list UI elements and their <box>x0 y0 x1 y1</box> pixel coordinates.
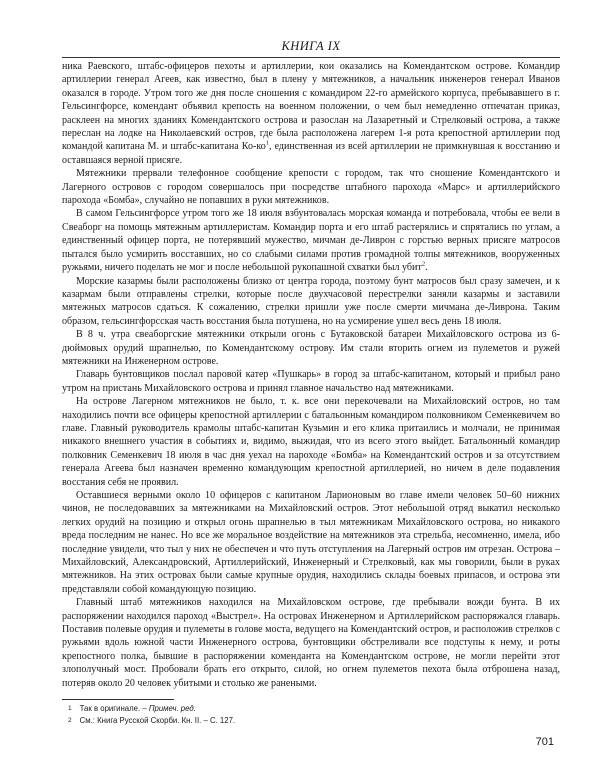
paragraph <box>62 60 560 167</box>
paragraph: Оставшиеся верными около 10 офицеров с капитаном Ларионовым во главе имели человек 50–60 нижних чинов, не последовавших за мятежниками на Михайловский остров. Этот небольшой отряд выкатил несколько легких орудий на позицию и открыл огонь шрапнелью в тыл мятежникам Михайловского острова, но никакого вреда последним не нанес. Но все же моральное воздействие на мятежников эта стрельба, несомненно, имела, ибо последние увидели, что тыл у них не обеспечен и что путь отступления на Лагерный остров им отрезан. Острова – Михайловский, Александровский, Артиллерийский, Инженерный и Стрелковый, как мы говорили, были в руках мятежников. На этих островах были самые крупные орудия, находились склады боевых припасов, и острова эти представляли собой командующую позицию. <box>62 490 560 595</box>
paragraph-text-tail: . <box>425 262 428 274</box>
footnotes <box>62 699 560 727</box>
paragraph: Главарь бунтовщиков послал паровой катер «Пушкарь» в город за штабс-капитаном, который и прибыл рано утром на пристань Михайловского острова и принял главное начальство над мятежниками. <box>62 369 560 394</box>
paragraph: В 8 ч. утра свеаборгские мятежники открыли огонь с Бутаковской батареи Михайловского острова из 6-дюймовых орудий шрапнелью, по Комендантскому острову. Им стали вторить огнем из пулеметов и ружей мятежники на Инженерном острове. <box>62 329 560 367</box>
footnote-ref[interactable]: 2 <box>421 260 426 268</box>
footnote-divider <box>62 699 174 700</box>
footnote <box>62 703 560 715</box>
footnote-number: 2 <box>68 717 72 724</box>
footnote-ref[interactable]: 1 <box>265 140 269 148</box>
paragraph-text: ника Раевского, штабс-офицеров пехоты и артиллерии, кои оказались на Комендантском острове. Командир артиллерии генерал Агеев, как известно, был в плену у мятежников, а начальник инженеров генерал Иванов оказался в городе. Утром того же дня после сношения с командиром 22-го армейского корпуса, пребывавшего в г. Гельсингфорсе, комендант объявил крепость на военном положении, о чем был немедленно отпечатан приказ, расклеен на многих зданиях Комендантского острова и разослан на Лазаретный и Стрелковый острова, а также переслан на лодке на Николаевский остров, где была расположена лагерем 1-я рота крепостной артиллерии под командой капитана М. и штабс-капитана Ко-ко <box>62 61 560 153</box>
footnote-text: Так в оригинале. – Примеч. ред. <box>79 704 196 713</box>
footnote-number: 1 <box>68 705 72 712</box>
footnote-text: См.: Книга Русской Скорби. Кн. II. – С. 127. <box>79 716 236 725</box>
paragraph: Морские казармы были расположены близко от центра города, поэтому бунт матросов был сразу замечен, и к казармам были отправлены стрелки, которые после двухчасовой перестрелки заняли казармы и заставили мятежных матросов сдаться. К сожалению, стрелки пришли уже после смерти мичмана де-Ливрона. Таким образом, гельсингфорсская часть восстания была потушена, но на усмирение ушел весь день 18 июля. <box>62 275 560 327</box>
paragraph-text-tail: , единственная из всей артиллерии не примкнувшая к восстанию и оставшаяся верной присяге. <box>62 141 560 166</box>
paragraph-text: В самом Гельсингфорсе утром того же 18 июля взбунтовалась морская команда и потребовала, чтобы ее вели в Свеаборг на помощь мятежным артиллеристам. Командир порта и его штаб растерялись и спрятались по углам, а единственный офицер порта, не потерявший мужество, мичман де-Ливрон с горстью верных присяге матросов пытался было усмирить восставших, но со слабыми силами против громадной толпы мятежников, вооруженных ружьями, ничего поделать не мог и после небольшой рукопашной схватки был убит <box>62 208 560 274</box>
running-head <box>62 35 560 58</box>
paragraph: На острове Лагерном мятежников не было, т. к. все они перекочевали на Михайловский остров, но там находились почти все офицеры крепостной артиллерии с батальонным командиром полковником Семенкевичем во главе. Главный руководитель крамолы штабс-капитан Кузьмин и его клика притаились и молчали, не принимая никакого внешнего участия в событиях и, видимо, выжидая, что из всего этого выйдет. Батальонный командир полковник Семенкевич 18 июля в час дня уехал на пароходе «Бомба» на Комендантский остров и за отсутствием генерала Агеева был назначен временно командующим крепостной артиллерией, но ничем в деле подавления восстания себя не проявил. <box>62 396 560 488</box>
footnote <box>62 715 560 727</box>
body-text <box>62 60 560 690</box>
running-head-title: КНИГА IX <box>281 39 341 53</box>
paragraph: Мятежники прервали телефонное сообщение крепости с городом, так что сношение Комендантского и Лагерного островов с городом совершалось при посредстве штабного парохода «Марс» и артиллерийского парохода «Бомба», случайно не попавших в руки мятежников. <box>62 168 560 207</box>
paragraph: Главный штаб мятежников находился на Михайловском острове, где пребывали вожди бунта. В их распоряжении находился пароход «Выстрел». На островах Инженерном и Артиллерийском распоряжался главарь. Поставив полевые орудия и пулеметы в голове моста, ведущего на Комендантский остров, и расположив стрелков с ружьями вдоль южной части Инженерного острова, бунтовщики обстреливали все подступы к нему, и роты крепостного полка, бывшие в распоряжении коменданта на Комендантском острове, не могли перейти этот злополучный мост. Пробовали брать его открыто, силой, но огнем пулеметов пехота была отброшена назад, потеряв около 20 человек убитыми и столько же ранеными. <box>62 597 560 689</box>
paragraph <box>62 207 560 274</box>
page-number: 701 <box>535 736 554 748</box>
